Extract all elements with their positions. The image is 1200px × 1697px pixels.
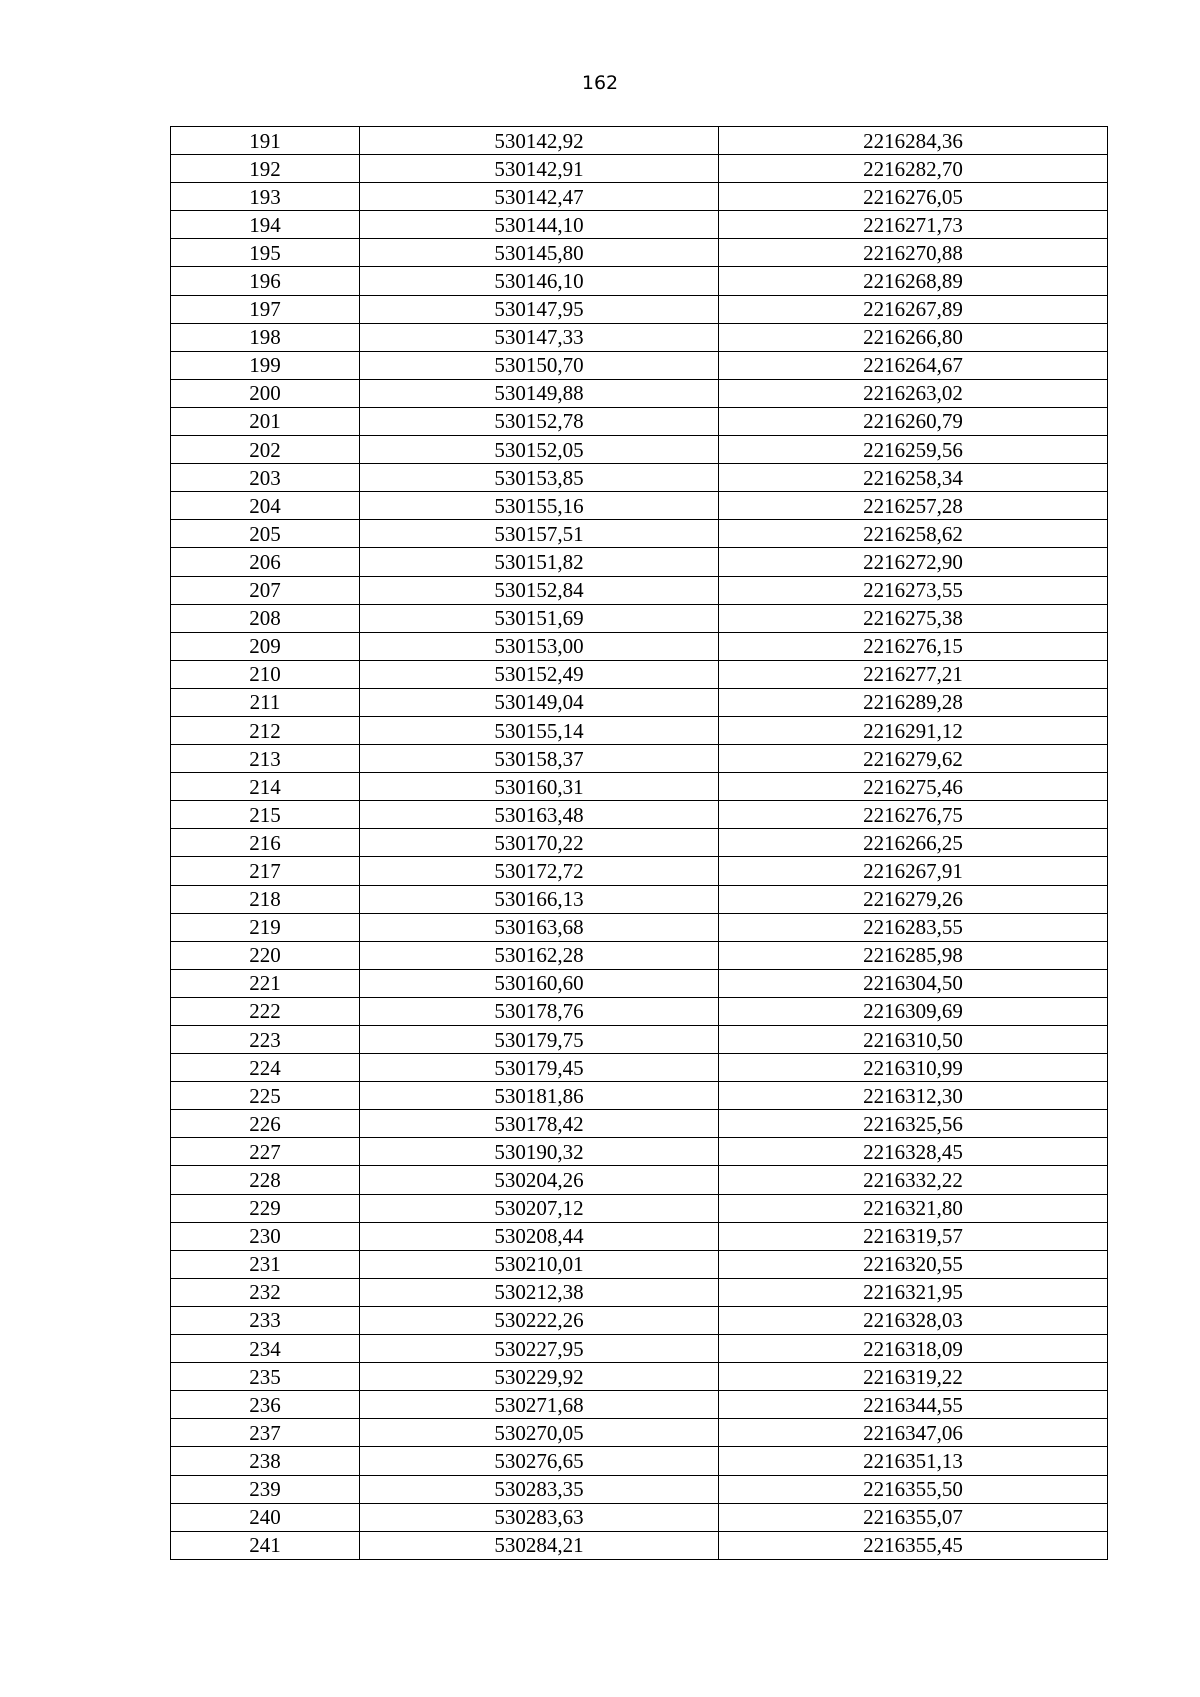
point-number-cell: 236	[171, 1391, 360, 1419]
y-coordinate-cell: 2216328,03	[719, 1306, 1108, 1334]
point-number-cell: 201	[171, 407, 360, 435]
x-coordinate-cell: 530142,92	[360, 127, 719, 155]
point-number-cell: 213	[171, 745, 360, 773]
table-row	[171, 1166, 1108, 1194]
x-coordinate-cell: 530166,13	[360, 885, 719, 913]
table-row	[171, 1054, 1108, 1082]
x-coordinate-cell: 530147,95	[360, 295, 719, 323]
x-coordinate-cell: 530208,44	[360, 1222, 719, 1250]
y-coordinate-cell: 2216266,25	[719, 829, 1108, 857]
table-row	[171, 1222, 1108, 1250]
x-coordinate-cell: 530190,32	[360, 1138, 719, 1166]
point-number-cell: 231	[171, 1250, 360, 1278]
x-coordinate-cell: 530207,12	[360, 1194, 719, 1222]
x-coordinate-cell: 530142,91	[360, 155, 719, 183]
point-number-cell: 241	[171, 1531, 360, 1559]
x-coordinate-cell: 530212,38	[360, 1278, 719, 1306]
y-coordinate-cell: 2216257,28	[719, 492, 1108, 520]
y-coordinate-cell: 2216267,91	[719, 857, 1108, 885]
y-coordinate-cell: 2216310,99	[719, 1054, 1108, 1082]
y-coordinate-cell: 2216351,13	[719, 1447, 1108, 1475]
page-number: 162	[581, 72, 619, 94]
y-coordinate-cell: 2216321,95	[719, 1278, 1108, 1306]
table-row	[171, 379, 1108, 407]
table-row	[171, 407, 1108, 435]
point-number-cell: 217	[171, 857, 360, 885]
x-coordinate-cell: 530284,21	[360, 1531, 719, 1559]
y-coordinate-cell: 2216279,26	[719, 885, 1108, 913]
y-coordinate-cell: 2216282,70	[719, 155, 1108, 183]
y-coordinate-cell: 2216272,90	[719, 548, 1108, 576]
y-coordinate-cell: 2216309,69	[719, 997, 1108, 1025]
table-row	[171, 857, 1108, 885]
table-row	[171, 1082, 1108, 1110]
x-coordinate-cell: 530163,48	[360, 801, 719, 829]
point-number-cell: 206	[171, 548, 360, 576]
table-row	[171, 323, 1108, 351]
x-coordinate-cell: 530179,45	[360, 1054, 719, 1082]
x-coordinate-cell: 530178,42	[360, 1110, 719, 1138]
table-row	[171, 127, 1108, 155]
point-number-cell: 221	[171, 969, 360, 997]
table-row	[171, 1335, 1108, 1363]
table-row	[171, 239, 1108, 267]
y-coordinate-cell: 2216276,15	[719, 632, 1108, 660]
table-row	[171, 773, 1108, 801]
y-coordinate-cell: 2216319,22	[719, 1363, 1108, 1391]
y-coordinate-cell: 2216310,50	[719, 1026, 1108, 1054]
y-coordinate-cell: 2216275,46	[719, 773, 1108, 801]
point-number-cell: 225	[171, 1082, 360, 1110]
x-coordinate-cell: 530149,04	[360, 688, 719, 716]
x-coordinate-cell: 530210,01	[360, 1250, 719, 1278]
table-row	[171, 211, 1108, 239]
point-number-cell: 205	[171, 520, 360, 548]
point-number-cell: 202	[171, 436, 360, 464]
table-row	[171, 1026, 1108, 1054]
table-row	[171, 941, 1108, 969]
table-row	[171, 1503, 1108, 1531]
y-coordinate-cell: 2216291,12	[719, 716, 1108, 744]
table-row	[171, 660, 1108, 688]
table-row	[171, 1138, 1108, 1166]
y-coordinate-cell: 2216328,45	[719, 1138, 1108, 1166]
y-coordinate-cell: 2216355,45	[719, 1531, 1108, 1559]
table-row	[171, 492, 1108, 520]
table-row	[171, 520, 1108, 548]
point-number-cell: 211	[171, 688, 360, 716]
table-row	[171, 969, 1108, 997]
table-row	[171, 436, 1108, 464]
y-coordinate-cell: 2216284,36	[719, 127, 1108, 155]
coordinates-table	[170, 126, 1108, 1560]
point-number-cell: 227	[171, 1138, 360, 1166]
point-number-cell: 196	[171, 267, 360, 295]
table-row	[171, 295, 1108, 323]
y-coordinate-cell: 2216285,98	[719, 941, 1108, 969]
point-number-cell: 228	[171, 1166, 360, 1194]
point-number-cell: 204	[171, 492, 360, 520]
point-number-cell: 195	[171, 239, 360, 267]
y-coordinate-cell: 2216263,02	[719, 379, 1108, 407]
point-number-cell: 209	[171, 632, 360, 660]
point-number-cell: 210	[171, 660, 360, 688]
point-number-cell: 222	[171, 997, 360, 1025]
x-coordinate-cell: 530170,22	[360, 829, 719, 857]
x-coordinate-cell: 530152,49	[360, 660, 719, 688]
x-coordinate-cell: 530160,60	[360, 969, 719, 997]
y-coordinate-cell: 2216344,55	[719, 1391, 1108, 1419]
table-row	[171, 1419, 1108, 1447]
x-coordinate-cell: 530153,00	[360, 632, 719, 660]
x-coordinate-cell: 530151,82	[360, 548, 719, 576]
point-number-cell: 197	[171, 295, 360, 323]
table-row	[171, 801, 1108, 829]
y-coordinate-cell: 2216355,50	[719, 1475, 1108, 1503]
point-number-cell: 191	[171, 127, 360, 155]
table-row	[171, 351, 1108, 379]
y-coordinate-cell: 2216275,38	[719, 604, 1108, 632]
x-coordinate-cell: 530227,95	[360, 1335, 719, 1363]
y-coordinate-cell: 2216312,30	[719, 1082, 1108, 1110]
x-coordinate-cell: 530283,35	[360, 1475, 719, 1503]
y-coordinate-cell: 2216270,88	[719, 239, 1108, 267]
table-row	[171, 1250, 1108, 1278]
point-number-cell: 235	[171, 1363, 360, 1391]
point-number-cell: 223	[171, 1026, 360, 1054]
table-row	[171, 913, 1108, 941]
table-row	[171, 1306, 1108, 1334]
y-coordinate-cell: 2216355,07	[719, 1503, 1108, 1531]
table-row	[171, 1278, 1108, 1306]
point-number-cell: 233	[171, 1306, 360, 1334]
y-coordinate-cell: 2216271,73	[719, 211, 1108, 239]
y-coordinate-cell: 2216277,21	[719, 660, 1108, 688]
x-coordinate-cell: 530152,78	[360, 407, 719, 435]
point-number-cell: 215	[171, 801, 360, 829]
x-coordinate-cell: 530158,37	[360, 745, 719, 773]
x-coordinate-cell: 530271,68	[360, 1391, 719, 1419]
point-number-cell: 200	[171, 379, 360, 407]
x-coordinate-cell: 530204,26	[360, 1166, 719, 1194]
y-coordinate-cell: 2216264,67	[719, 351, 1108, 379]
point-number-cell: 219	[171, 913, 360, 941]
point-number-cell: 207	[171, 576, 360, 604]
x-coordinate-cell: 530172,72	[360, 857, 719, 885]
y-coordinate-cell: 2216267,89	[719, 295, 1108, 323]
point-number-cell: 193	[171, 183, 360, 211]
point-number-cell: 240	[171, 1503, 360, 1531]
table-row	[171, 1363, 1108, 1391]
table-row	[171, 267, 1108, 295]
table-row	[171, 183, 1108, 211]
x-coordinate-cell: 530157,51	[360, 520, 719, 548]
y-coordinate-cell: 2216273,55	[719, 576, 1108, 604]
table-row	[171, 604, 1108, 632]
x-coordinate-cell: 530145,80	[360, 239, 719, 267]
x-coordinate-cell: 530181,86	[360, 1082, 719, 1110]
y-coordinate-cell: 2216283,55	[719, 913, 1108, 941]
y-coordinate-cell: 2216276,05	[719, 183, 1108, 211]
point-number-cell: 216	[171, 829, 360, 857]
x-coordinate-cell: 530155,16	[360, 492, 719, 520]
x-coordinate-cell: 530283,63	[360, 1503, 719, 1531]
table-row	[171, 155, 1108, 183]
table-row	[171, 1475, 1108, 1503]
point-number-cell: 218	[171, 885, 360, 913]
x-coordinate-cell: 530229,92	[360, 1363, 719, 1391]
y-coordinate-cell: 2216289,28	[719, 688, 1108, 716]
point-number-cell: 232	[171, 1278, 360, 1306]
point-number-cell: 192	[171, 155, 360, 183]
point-number-cell: 214	[171, 773, 360, 801]
table-row	[171, 1531, 1108, 1559]
y-coordinate-cell: 2216304,50	[719, 969, 1108, 997]
x-coordinate-cell: 530149,88	[360, 379, 719, 407]
x-coordinate-cell: 530151,69	[360, 604, 719, 632]
x-coordinate-cell: 530147,33	[360, 323, 719, 351]
point-number-cell: 234	[171, 1335, 360, 1363]
y-coordinate-cell: 2216332,22	[719, 1166, 1108, 1194]
x-coordinate-cell: 530163,68	[360, 913, 719, 941]
x-coordinate-cell: 530160,31	[360, 773, 719, 801]
x-coordinate-cell: 530153,85	[360, 464, 719, 492]
x-coordinate-cell: 530144,10	[360, 211, 719, 239]
x-coordinate-cell: 530152,05	[360, 436, 719, 464]
y-coordinate-cell: 2216347,06	[719, 1419, 1108, 1447]
table-row	[171, 1110, 1108, 1138]
x-coordinate-cell: 530150,70	[360, 351, 719, 379]
point-number-cell: 220	[171, 941, 360, 969]
point-number-cell: 194	[171, 211, 360, 239]
y-coordinate-cell: 2216258,34	[719, 464, 1108, 492]
table-row	[171, 464, 1108, 492]
table-row	[171, 885, 1108, 913]
point-number-cell: 229	[171, 1194, 360, 1222]
point-number-cell: 237	[171, 1419, 360, 1447]
y-coordinate-cell: 2216258,62	[719, 520, 1108, 548]
y-coordinate-cell: 2216276,75	[719, 801, 1108, 829]
x-coordinate-cell: 530276,65	[360, 1447, 719, 1475]
point-number-cell: 238	[171, 1447, 360, 1475]
y-coordinate-cell: 2216320,55	[719, 1250, 1108, 1278]
x-coordinate-cell: 530162,28	[360, 941, 719, 969]
y-coordinate-cell: 2216259,56	[719, 436, 1108, 464]
x-coordinate-cell: 530146,10	[360, 267, 719, 295]
x-coordinate-cell: 530222,26	[360, 1306, 719, 1334]
y-coordinate-cell: 2216321,80	[719, 1194, 1108, 1222]
point-number-cell: 239	[171, 1475, 360, 1503]
table-row	[171, 829, 1108, 857]
table-row	[171, 997, 1108, 1025]
point-number-cell: 208	[171, 604, 360, 632]
x-coordinate-cell: 530270,05	[360, 1419, 719, 1447]
table-row	[171, 745, 1108, 773]
y-coordinate-cell: 2216325,56	[719, 1110, 1108, 1138]
table-row	[171, 1194, 1108, 1222]
point-number-cell: 203	[171, 464, 360, 492]
x-coordinate-cell: 530155,14	[360, 716, 719, 744]
y-coordinate-cell: 2216319,57	[719, 1222, 1108, 1250]
point-number-cell: 224	[171, 1054, 360, 1082]
x-coordinate-cell: 530152,84	[360, 576, 719, 604]
table-row	[171, 548, 1108, 576]
x-coordinate-cell: 530179,75	[360, 1026, 719, 1054]
table-row	[171, 1391, 1108, 1419]
point-number-cell: 212	[171, 716, 360, 744]
table-row	[171, 716, 1108, 744]
y-coordinate-cell: 2216266,80	[719, 323, 1108, 351]
y-coordinate-cell: 2216279,62	[719, 745, 1108, 773]
table-row	[171, 576, 1108, 604]
table-row	[171, 688, 1108, 716]
x-coordinate-cell: 530178,76	[360, 997, 719, 1025]
x-coordinate-cell: 530142,47	[360, 183, 719, 211]
y-coordinate-cell: 2216318,09	[719, 1335, 1108, 1363]
point-number-cell: 230	[171, 1222, 360, 1250]
y-coordinate-cell: 2216268,89	[719, 267, 1108, 295]
point-number-cell: 226	[171, 1110, 360, 1138]
table-row	[171, 1447, 1108, 1475]
coordinates-table-body	[171, 127, 1108, 1560]
y-coordinate-cell: 2216260,79	[719, 407, 1108, 435]
point-number-cell: 199	[171, 351, 360, 379]
table-row	[171, 632, 1108, 660]
point-number-cell: 198	[171, 323, 360, 351]
